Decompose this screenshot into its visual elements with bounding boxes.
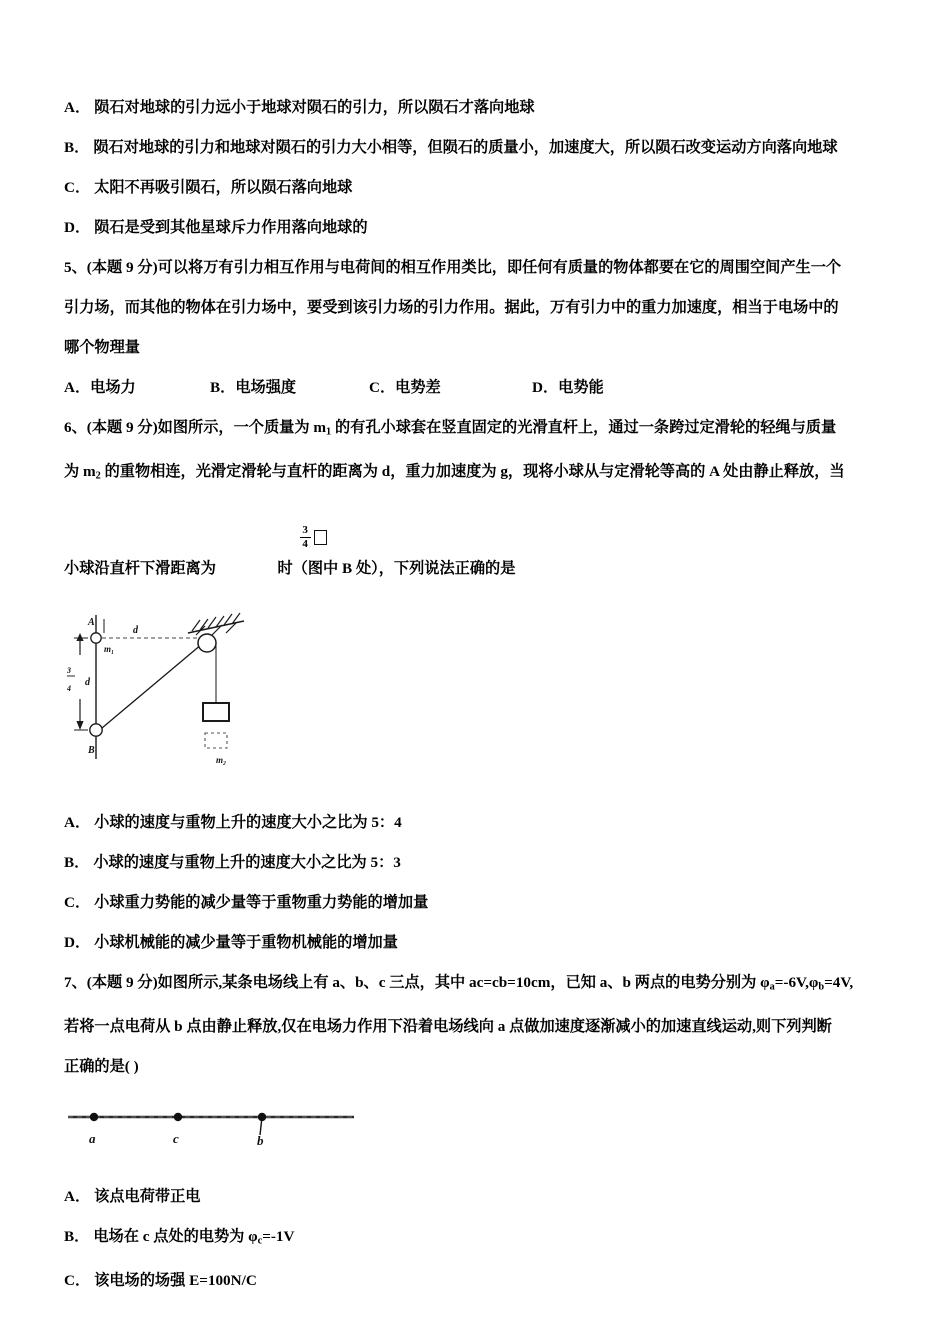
q6-stem-text-1a: 如图所示，一个质量为 m [157, 419, 326, 436]
option-marker: A． [64, 99, 91, 116]
option-marker: B． [210, 379, 236, 396]
option-marker: B． [64, 139, 90, 156]
q6-stem-text-3a: 小球沿直杆下滑距离为 [64, 559, 216, 577]
q6-figure-gap-bottom [64, 781, 916, 803]
option-marker: B． [64, 853, 90, 871]
q7-stem-line-3 [64, 1047, 916, 1087]
option-marker: A． [64, 379, 91, 396]
option-text: 电势能 [558, 379, 604, 396]
option-marker: C． [64, 179, 91, 196]
q7-number: 7、 [64, 973, 87, 991]
option-marker: C． [64, 893, 91, 911]
q7-stem-line-1 [64, 963, 916, 1007]
q6-option-b [64, 843, 916, 883]
field-point-c-dot [174, 1113, 182, 1121]
option-text-b-part1: 电场在 c 点处的电势为 φ [93, 1227, 258, 1245]
q6-mass1-subscript: 1 [325, 426, 332, 438]
option-marker: D． [64, 219, 91, 236]
q7-option-b [64, 1217, 916, 1261]
q6-stem-text-2a: 为 m [64, 463, 96, 481]
q6-stem-line-2 [64, 452, 916, 496]
option-text: 电场力 [90, 379, 136, 396]
q5-stem-line-3 [64, 328, 916, 368]
figure-label-mass1: m₁ [104, 643, 115, 654]
q6-option-d [64, 923, 916, 963]
q6-stem-line-3 [64, 523, 916, 589]
missing-glyph-box-icon [314, 530, 327, 545]
q7-option-a [64, 1177, 916, 1217]
q7-stem-line-2 [64, 1007, 916, 1047]
q6-figure-pulley-rod [66, 611, 306, 781]
field-point-a-dot [90, 1113, 98, 1121]
q6-fraction-three-quarters [300, 525, 327, 550]
q7-figure-field-line [66, 1101, 376, 1163]
figure-label-mass2: m₂ [216, 754, 227, 765]
q4-option-a [64, 88, 916, 128]
option-text: 该点电荷带正电 [94, 1187, 201, 1205]
q5-stem-text-3: 哪个物理量 [64, 339, 140, 356]
option-marker: D． [64, 933, 91, 951]
option-text: 该电场的场强 E=100N/C [94, 1272, 257, 1290]
q5-number: 5、 [64, 259, 87, 276]
option-text: 陨石对地球的引力和地球对陨石的引力大小相等，但陨石的质量小，加速度大，所以陨石改变运动方向落向地球 [93, 139, 838, 156]
option-text: 太阳不再吸引陨石，所以陨石落向地球 [94, 179, 353, 196]
q7-figure-gap-bottom [64, 1163, 916, 1177]
fraction-denominator: 4 [302, 537, 308, 550]
figure-label-point-b: B [88, 744, 95, 756]
q5-option-b [210, 368, 296, 408]
q5-points: (本题 9 分) [86, 259, 158, 276]
q5-option-d [532, 368, 604, 408]
q4-option-d [64, 208, 916, 248]
figure-label-frac-den: 4 [67, 683, 71, 693]
option-text: 电势差 [395, 379, 441, 396]
q7-phi-b-subscript: b [818, 980, 825, 992]
option-text: 小球重力势能的减少量等于重物重力势能的增加量 [94, 893, 429, 911]
q7-option-c [64, 1261, 916, 1301]
figure-label-distance-frac-d: d [85, 676, 90, 688]
option-marker: A． [64, 813, 91, 831]
q6-formula-gap [64, 497, 916, 549]
option-text: 小球的速度与重物上升的速度大小之比为 5：4 [94, 813, 402, 831]
q7-stem-text-1end: =4V, [824, 973, 854, 991]
option-text: 小球的速度与重物上升的速度大小之比为 5：3 [93, 853, 401, 871]
figure-label-distance-d: d [133, 624, 138, 636]
field-point-label-c: c [173, 1130, 179, 1146]
field-point-label-a: a [89, 1130, 96, 1146]
q7-phi-a-subscript: a [769, 980, 775, 992]
q5-stem-line-1 [64, 248, 916, 288]
q5-option-c [369, 368, 441, 408]
q5-stem-text-2: 引力场，而其他的物体在引力场中，要受到该引力场的引力作用。据此，万有引力中的重力加速度，相当于电场中的 [64, 299, 839, 316]
q6-option-c [64, 883, 916, 923]
q6-stem-text-1b: 的有孔小球套在竖直固定的光滑直杆上，通过一条跨过定滑轮的轻绳与质量 [331, 419, 837, 436]
q7-figure-gap-top [64, 1087, 916, 1101]
option-marker: A． [64, 1187, 91, 1205]
q7-stem-text-3: 正确的是( ) [64, 1057, 139, 1075]
option-text: 陨石对地球的引力远小于地球对陨石的引力，所以陨石才落向地球 [94, 99, 535, 116]
option-marker: C． [369, 379, 396, 396]
q6-figure-gap-top [64, 589, 916, 611]
q6-number: 6、 [64, 419, 87, 436]
option-marker: C． [64, 1272, 91, 1290]
q6-option-a [64, 803, 916, 843]
figure-label-frac-num: 3 [67, 665, 71, 675]
q7-stem-text-1a: 如图所示,某条电场线上有 a、b、c 三点，其中 ac=cb=10cm，已知 a、b 两点的电势分别为 φ [157, 973, 770, 991]
q6-stem-line-1 [64, 408, 916, 452]
option-text: 陨石是受到其他星球斥力作用落向地球的 [94, 219, 368, 236]
option-text: 电场强度 [235, 379, 297, 396]
q7-points: (本题 9 分) [86, 973, 158, 991]
figure-label-point-a: A [88, 616, 95, 628]
option-marker: D． [532, 379, 559, 396]
q5-stem-text-1: 可以将万有引力相互作用与电荷间的相互作用类比，即任何有质量的物体都要在它的周围空间产生一个 [157, 259, 842, 276]
q6-stem-text-2b: 的重物相连，光滑定滑轮与直杆的距离为 d，重力加速度为 g，现将小球从与定滑轮等高的 A 处由静止释放，当 [100, 463, 845, 481]
q6-stem-text-3b: 时（图中 B 处），下列说法正确的是 [277, 559, 516, 577]
fraction-numerator: 3 [302, 523, 308, 536]
q7-stem-text-1mid: =-6V,φ [774, 973, 819, 991]
q7-phi-c-subscript: c [257, 1235, 263, 1247]
option-text-b-part2: =-1V [262, 1227, 295, 1245]
fraction-glyph [300, 525, 311, 550]
document-body-column [64, 88, 916, 1301]
q4-option-b [64, 128, 916, 168]
q7-stem-text-2: 若将一点电荷从 b 点由静止释放,仅在电场力作用下沿着电场线向 a 点做加速度逐渐减小的加速直线运动,则下列判断 [64, 1017, 832, 1035]
q5-stem-line-2 [64, 288, 916, 328]
option-text: 小球机械能的减少量等于重物机械能的增加量 [94, 933, 398, 951]
q4-option-c [64, 168, 916, 208]
q5-option-a [64, 368, 136, 408]
option-marker: B． [64, 1227, 90, 1245]
q5-options-row [64, 368, 916, 408]
field-point-label-b: b [257, 1132, 264, 1148]
q6-mass2-subscript: 2 [95, 470, 101, 482]
q6-points: (本题 9 分) [86, 419, 158, 436]
